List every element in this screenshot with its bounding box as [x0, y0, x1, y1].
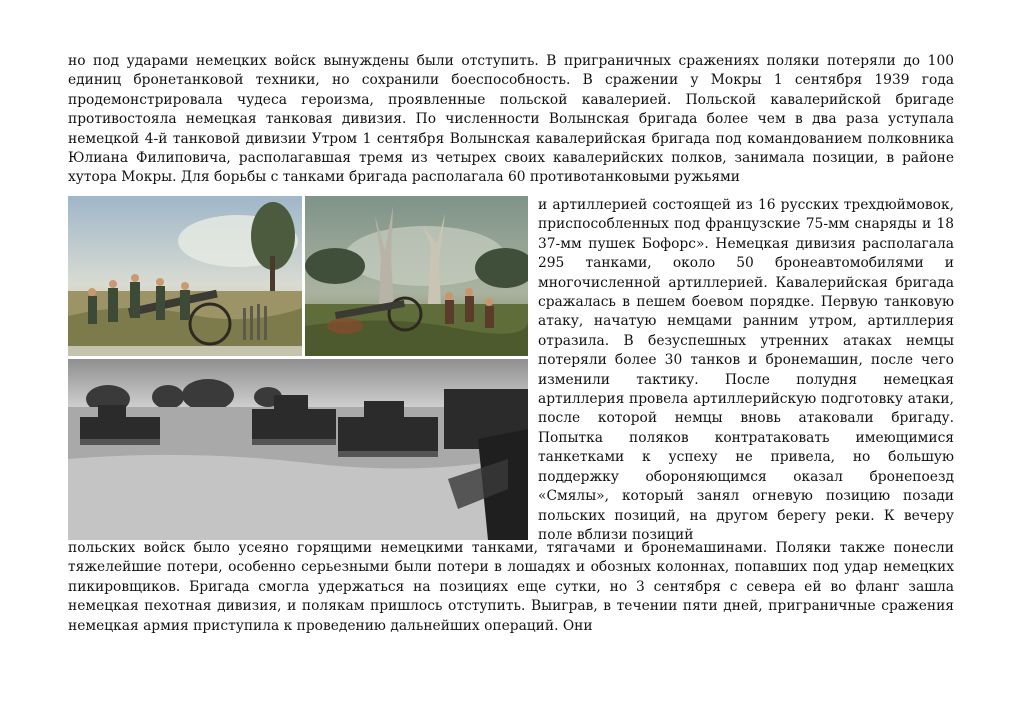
artillery-crew-painting [68, 196, 302, 356]
paragraph-bottom [68, 539, 954, 636]
forest-battle-painting-icon [305, 196, 528, 356]
paragraph-top-text: но под ударами немецких войск вынуждены были отступить. В приграничных сражениях поляки потеряли до 100 единиц бронетанковой техники, но сохранили боеспособность. В сражении у Мокры 1 сентября 1939 года продемонстрировала чудеса героизма, проявленные польской кавалерией. Польской кавалерийской бригаде противостояла немецкая танковая дивизия. По численности Волынская бригада более чем в два раза уступала немецкой 4-й танковой дивизии Утром 1 сентября Волынская кавалерийская бригада под командованием полковника Юлиана Филиповича, располагавшая тремя из четырех своих кавалерийских полков, занимала позиции, в районе хутора Мокры. Для борьбы с танками бригада располагала 60 противотанковыми ружьями [68, 53, 954, 186]
tanks-photograph-icon [68, 359, 528, 540]
paragraph-side-text: и артиллерией состоящей из 16 русских трехдюймовок, приспособленных под французские 75-мм снаряды и 18 37-мм пушек Бофорс». Немецкая дивизия располагала 295 танками, около 50 бронеавтомобилями и многочисленной артиллерией. Кавалерийская бригада сражалась в пешем боевом порядке. Первую танковую атаку, начатую немцами ранним утром, артиллерия отразила. В безуспешных утренних атаках немцы потеряли более 30 танков и бронемашин, после чего изменили тактику. После полудня немецкая артиллерия провела артиллерийскую подготовку атаки, после которой немцы вновь атаковали бригаду. Попытка поляков контратаковать имеющимися танкетками к успеху не привела, но большую поддержку обороняющимся оказал бронепоезд «Смялы», который занял огневую позицию позади польских позиций, на другом берегу реки. К вечеру поле вблизи позиций [538, 197, 954, 543]
paragraph-side [538, 196, 954, 545]
paragraph-bottom-text: польских войск было усеяно горящими немецкими танками, тягачами и бронемашинами. Поляки также понесли тяжелейшие потери, особенно серьезными были потери в лошадях и обозных колоннах, попавших под удар немецких пикировщиков. Бригада смогла удержаться на позициях еще сутки, но 3 сентября с севера ей во фланг зашла немецкая пехотная дивизия, и полякам пришлось отступить. Выиграв, в течении пяти дней, приграничные сражения немецкая армия приступила к проведению дальнейших операций. Они [68, 540, 954, 634]
artillery-crew-painting-icon [68, 196, 302, 356]
tanks-photograph [68, 359, 528, 540]
forest-battle-painting [305, 196, 528, 356]
paragraph-top [68, 52, 954, 188]
